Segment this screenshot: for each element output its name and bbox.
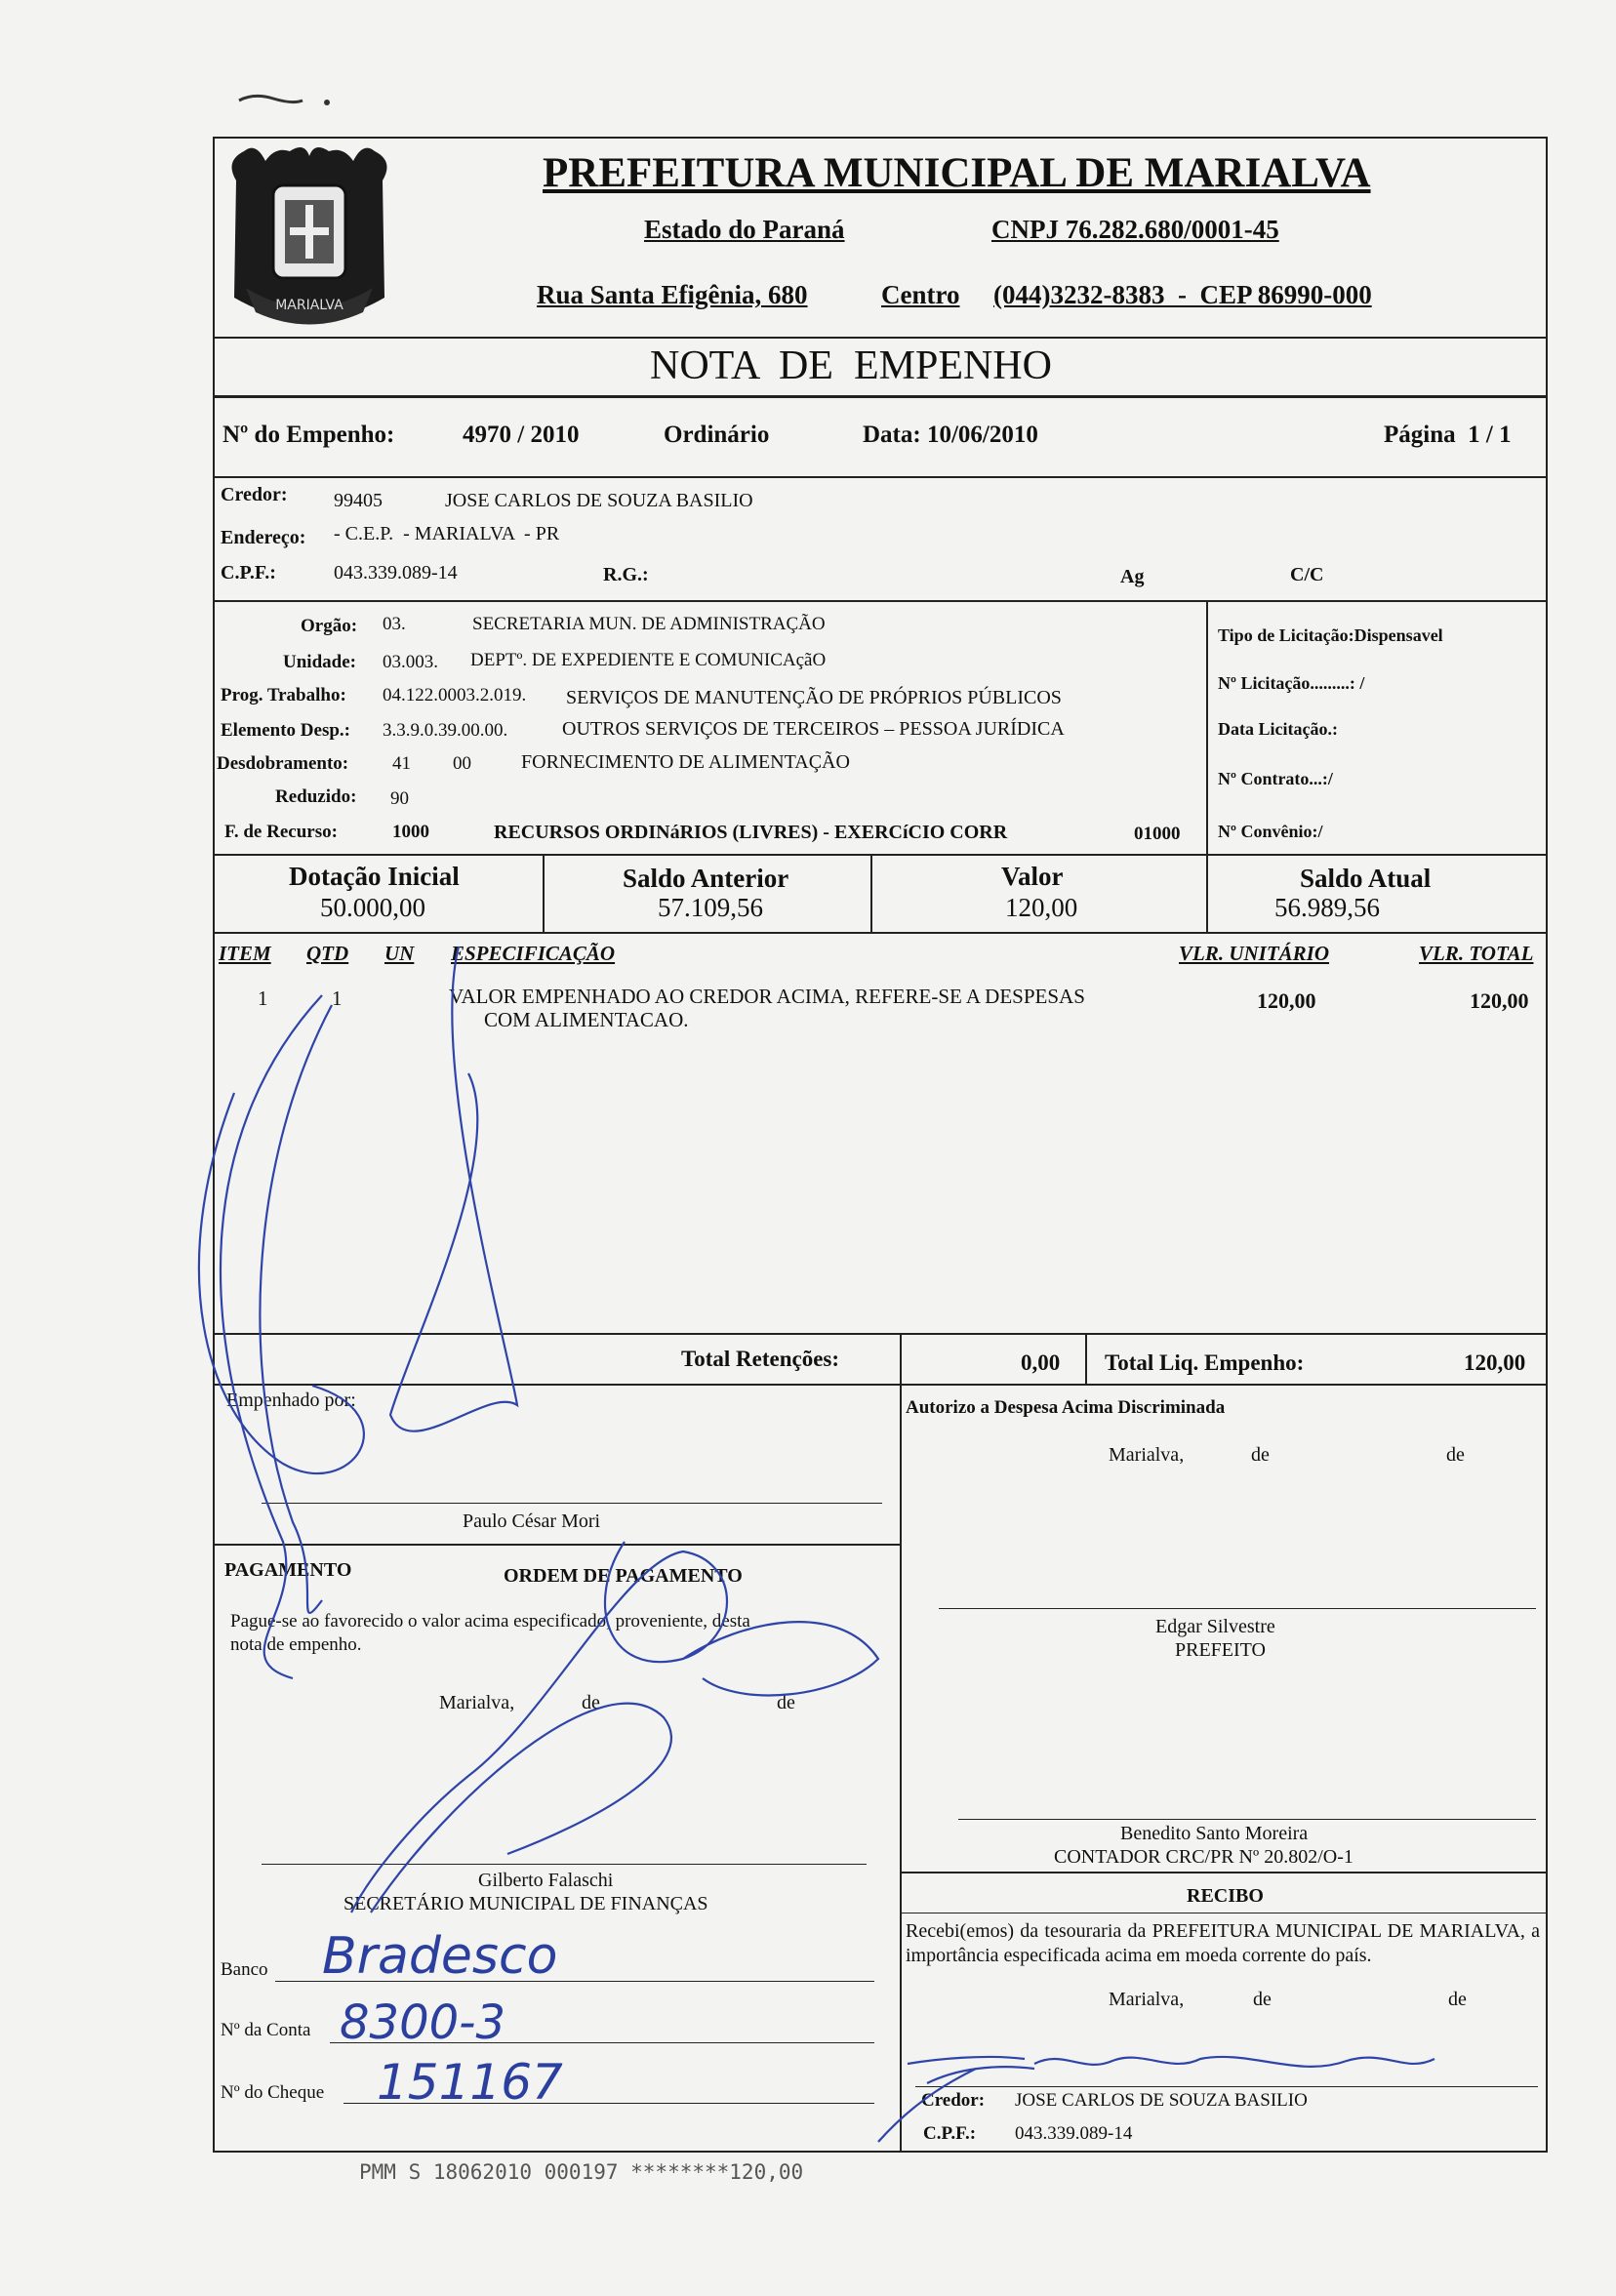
recibo-date-marialva: Marialva, bbox=[1109, 1989, 1185, 2010]
desd-name: FORNECIMENTO DE ALIMENTAÇÃO bbox=[521, 751, 850, 773]
prog-label: Prog. Trabalho: bbox=[221, 685, 346, 705]
ag-label: Ag bbox=[1120, 566, 1145, 587]
banco-label: Banco bbox=[221, 1959, 268, 1980]
saldo-anterior-label: Saldo Anterior bbox=[623, 864, 789, 893]
address-text: Rua Santa Efigênia, 680 bbox=[537, 280, 808, 309]
prog-name: SERVIÇOS DE MANUTENÇÃO DE PRÓPRIOS PÚBLICOS bbox=[566, 687, 1062, 708]
pagamento-label: PAGAMENTO bbox=[224, 1559, 352, 1581]
financas-date-de2: de bbox=[777, 1692, 795, 1713]
credor-label: Credor: bbox=[221, 484, 288, 505]
licitacao-tipo: Tipo de Licitação:Dispensavel bbox=[1218, 625, 1443, 645]
prog-code: 04.122.0003.2.019. bbox=[383, 685, 527, 705]
desd-code1: 41 bbox=[392, 753, 411, 774]
recibo-text: Recebi(emos) da tesouraria da PREFEITURA MUNICIPAL DE MARIALVA, a importância especificada acima em moeda corrente do país. bbox=[906, 1920, 1540, 1966]
desd-label: Desdobramento: bbox=[217, 753, 349, 774]
autorizo-date-de1: de bbox=[1251, 1444, 1270, 1466]
cheque-label: Nº do Cheque bbox=[221, 2082, 325, 2103]
retencoes-label: Total Retenções: bbox=[681, 1347, 840, 1371]
recibo-cpf-label: C.P.F.: bbox=[923, 2123, 977, 2144]
licitacao-data: Data Licitação.: bbox=[1218, 719, 1338, 739]
recurso-code2: 01000 bbox=[1134, 824, 1181, 844]
empenho-date: Data: 10/06/2010 bbox=[863, 422, 1038, 448]
empenho-number: 4970 / 2010 bbox=[463, 422, 580, 448]
svg-text:MARIALVA: MARIALVA bbox=[275, 298, 343, 313]
autorizo-date-de2: de bbox=[1446, 1444, 1465, 1466]
row-unit-value: 120,00 bbox=[1257, 988, 1316, 1013]
valor-label: Valor bbox=[1001, 862, 1064, 891]
bank-stamp: PMM S 18062010 000197 ********120,00 bbox=[359, 2160, 804, 2184]
recibo-cpf-value: 043.339.089-14 bbox=[1015, 2123, 1133, 2144]
desd-code2: 00 bbox=[453, 753, 471, 774]
contador-role: CONTADOR CRC/PR Nº 20.802/O-1 bbox=[1054, 1846, 1353, 1868]
prefeito-role: PREFEITO bbox=[1175, 1639, 1266, 1661]
pague-se-line2: nota de empenho. bbox=[230, 1634, 362, 1655]
page-number: Página 1 / 1 bbox=[1384, 422, 1512, 448]
recibo-credor-label: Credor: bbox=[921, 2090, 986, 2111]
endereco-value: - C.E.P. - MARIALVA - PR bbox=[334, 523, 560, 544]
contrato-numero: Nº Contrato...:/ bbox=[1218, 769, 1333, 788]
recurso-name: RECURSOS ORDINáRIOS (LIVRES) - EXERCíCIO CORR bbox=[494, 822, 1008, 843]
ordem-label: ORDEM DE PAGAMENTO bbox=[504, 1565, 743, 1587]
reduzido-label: Reduzido: bbox=[275, 786, 357, 807]
contador-name: Benedito Santo Moreira bbox=[1120, 1823, 1309, 1844]
financas-role: SECRETÁRIO MUNICIPAL DE FINANÇAS bbox=[343, 1893, 708, 1914]
cpf-label: C.P.F.: bbox=[221, 562, 276, 584]
state-text: Estado do Paraná bbox=[644, 215, 845, 244]
cc-label: C/C bbox=[1290, 564, 1324, 585]
unidade-label: Unidade: bbox=[283, 652, 356, 672]
valor-value: 120,00 bbox=[1005, 893, 1078, 922]
col-unit: VLR. UNITÁRIO bbox=[1179, 942, 1330, 965]
orgao-name: SECRETARIA MUN. DE ADMINISTRAÇÃO bbox=[472, 614, 826, 634]
empenhado-name: Paulo César Mori bbox=[463, 1511, 601, 1532]
handwritten-conta: 8300-3 bbox=[340, 1995, 506, 2050]
empenhado-label: Empenhado por: bbox=[226, 1390, 356, 1411]
rg-label: R.G.: bbox=[603, 564, 649, 585]
row-spec-line1: VALOR EMPENHADO AO CREDOR ACIMA, REFERE-SE A DESPESAS bbox=[449, 985, 1085, 1008]
phone-cep-text: (044)3232-8383 - CEP 86990-000 bbox=[993, 280, 1372, 309]
reduzido-value: 90 bbox=[390, 788, 409, 809]
saldo-atual-value: 56.989,56 bbox=[1274, 893, 1380, 922]
org-title: PREFEITURA MUNICIPAL DE MARIALVA bbox=[543, 150, 1371, 196]
row-total-value: 120,00 bbox=[1470, 988, 1529, 1013]
autorizo-text: Autorizo a Despesa Acima Discriminada bbox=[906, 1397, 1226, 1418]
pague-se-line1: Pague-se ao favorecido o valor acima especificado, proveniente, desta bbox=[230, 1611, 750, 1631]
licitacao-numero: Nº Licitação.........: / bbox=[1218, 673, 1365, 693]
handwritten-banco: Bradesco bbox=[322, 1927, 558, 1986]
financas-name: Gilberto Falaschi bbox=[478, 1870, 614, 1891]
elem-name: OUTROS SERVIÇOS DE TERCEIROS – PESSOA JURÍDICA bbox=[562, 718, 1065, 740]
cnpj-text: CNPJ 76.282.680/0001-45 bbox=[991, 215, 1279, 244]
recibo-date-de1: de bbox=[1253, 1989, 1272, 2010]
recibo-credor-name: JOSE CARLOS DE SOUZA BASILIO bbox=[1015, 2090, 1308, 2111]
recibo-title: RECIBO bbox=[1187, 1885, 1264, 1907]
col-spec: ESPECIFICAÇÃO bbox=[451, 942, 616, 965]
col-un: UN bbox=[384, 942, 415, 965]
col-item: ITEM bbox=[219, 942, 271, 965]
recibo-date-de2: de bbox=[1448, 1989, 1467, 2010]
autorizo-date-marialva: Marialva, bbox=[1109, 1444, 1185, 1466]
prefeito-name: Edgar Silvestre bbox=[1155, 1616, 1275, 1637]
cpf-value: 043.339.089-14 bbox=[334, 562, 458, 584]
recurso-code: 1000 bbox=[392, 822, 429, 842]
liq-value: 120,00 bbox=[1464, 1350, 1526, 1375]
orgao-code: 03. bbox=[383, 614, 406, 634]
orgao-label: Orgão: bbox=[301, 616, 358, 636]
empenho-label: Nº do Empenho: bbox=[222, 422, 395, 448]
district-text: Centro bbox=[881, 280, 960, 309]
elem-code: 3.3.9.0.39.00.00. bbox=[383, 720, 508, 741]
col-qtd: QTD bbox=[306, 942, 349, 965]
handwritten-cheque: 151167 bbox=[377, 2054, 563, 2111]
row-spec-line2: COM ALIMENTACAO. bbox=[484, 1008, 689, 1031]
credor-name: JOSE CARLOS DE SOUZA BASILIO bbox=[445, 490, 753, 511]
doc-title: NOTA DE EMPENHO bbox=[650, 343, 1052, 388]
credor-code: 99405 bbox=[334, 490, 383, 511]
convenio-numero: Nº Convênio:/ bbox=[1218, 822, 1323, 841]
col-total: VLR. TOTAL bbox=[1419, 942, 1534, 965]
elem-label: Elemento Desp.: bbox=[221, 720, 350, 741]
unidade-code: 03.003. bbox=[383, 652, 438, 672]
recurso-label: F. de Recurso: bbox=[224, 822, 338, 842]
row-qtd: 1 bbox=[332, 987, 343, 1010]
unidade-name: DEPTº. DE EXPEDIENTE E COMUNICAçãO bbox=[470, 650, 827, 670]
saldo-atual-label: Saldo Atual bbox=[1300, 864, 1432, 893]
empenho-type: Ordinário bbox=[664, 422, 770, 448]
saldo-anterior-value: 57.109,56 bbox=[658, 893, 763, 922]
endereco-label: Endereço: bbox=[221, 527, 306, 548]
row-item: 1 bbox=[258, 987, 268, 1010]
retencoes-value: 0,00 bbox=[1021, 1350, 1061, 1375]
dotacao-label: Dotação Inicial bbox=[289, 862, 460, 891]
dotacao-value: 50.000,00 bbox=[320, 893, 425, 922]
financas-date-marialva: Marialva, bbox=[439, 1692, 515, 1713]
liq-label: Total Liq. Empenho: bbox=[1105, 1350, 1305, 1375]
conta-label: Nº da Conta bbox=[221, 2020, 311, 2040]
financas-date-de1: de bbox=[582, 1692, 600, 1713]
